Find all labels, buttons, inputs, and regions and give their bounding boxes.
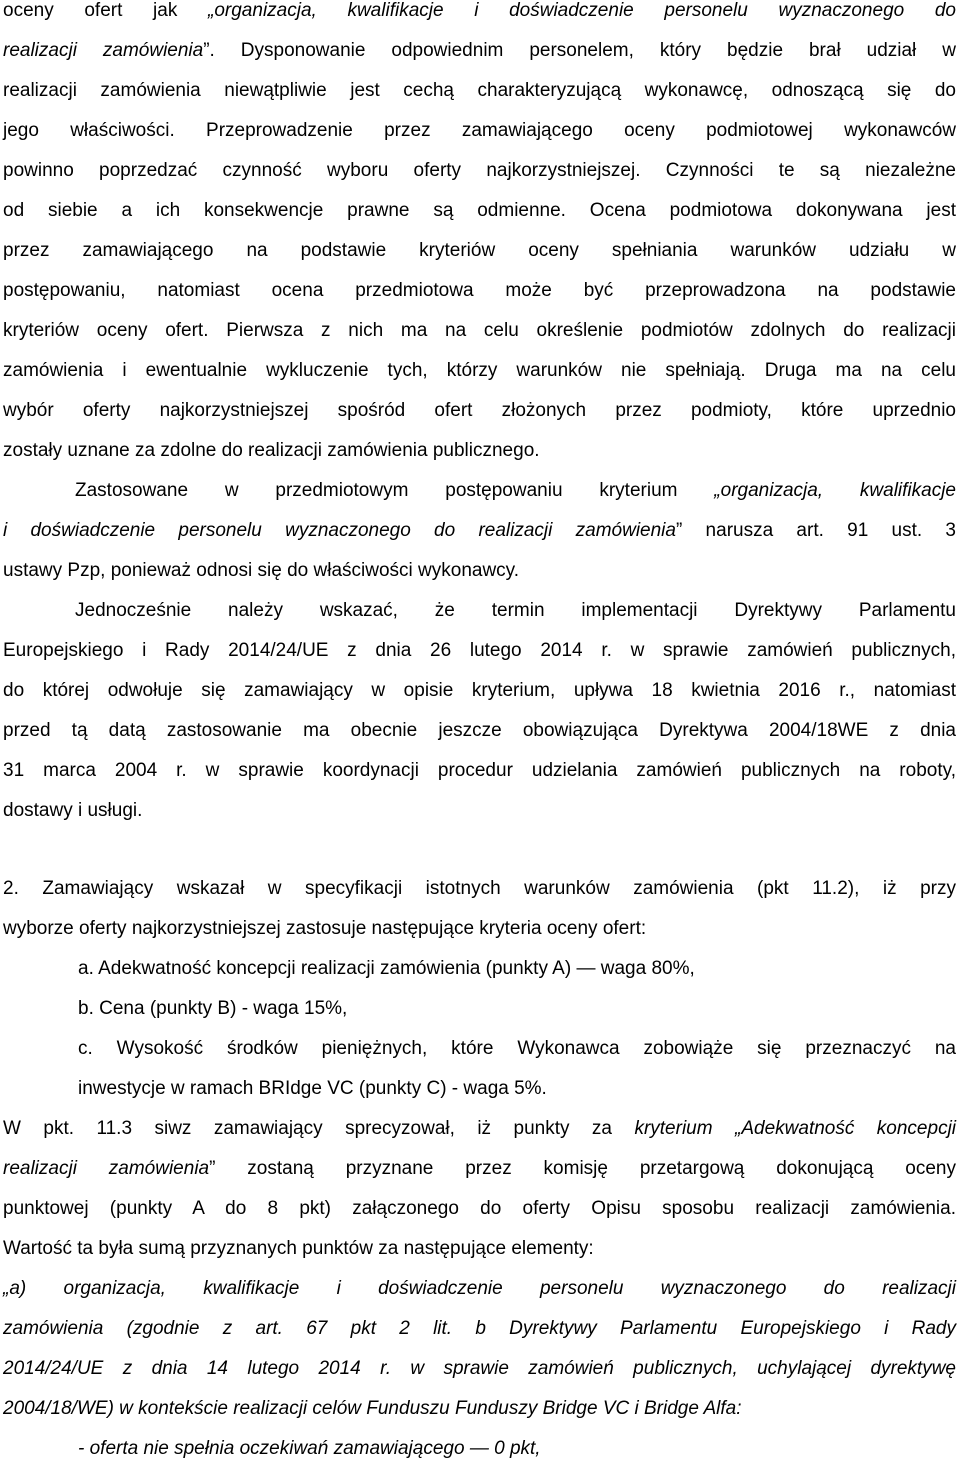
text-span: ” zostaną przyznane przez komisję przetargową dokonującą oceny: [209, 1158, 956, 1179]
text-line: postępowaniu, natomiast ocena przedmiotowa może być przeprowadzona na podstawie: [3, 280, 956, 301]
italic-span: 2004/18/WE) w kontekście realizacji celów Funduszu Funduszy Bridge VC i Bridge Alfa:: [3, 1398, 742, 1419]
italic-span: zamówienia (zgodnie z art. 67 pkt 2 lit. b Dyrektywy Parlamentu Europejskiego i Rady: [3, 1318, 956, 1339]
text-line: punktowej (punkty A do 8 pkt) załączonego do oferty Opisu sposobu realizacji zamówienia.: [3, 1198, 956, 1219]
italic-span: realizacji zamówienia: [3, 40, 204, 61]
italic-span: „a) organizacja, kwalifikacje i doświadczenie personelu wyznaczonego do realizacji: [3, 1278, 956, 1299]
text-span: ” narusza art. 91 ust. 3: [675, 520, 956, 541]
text-line: ustawy Pzp, ponieważ odnosi się do właściwości wykonawcy.: [3, 560, 520, 581]
text-line: [3, 1358, 956, 1380]
text-line: przed tą datą zastosowanie ma obecnie jeszcze obowiązująca Dyrektywa 2004/18WE z dnia: [3, 720, 956, 741]
text-span: ”. Dysponowanie odpowiednim personelem, który będzie brał udział w: [203, 40, 956, 61]
text-span: oceny ofert jak: [3, 0, 209, 21]
italic-span: 2014/24/UE z dnia 14 lutego 2014 r. w sprawie zamówień publicznych, uchylającej dyrektywę: [3, 1358, 956, 1379]
text-line: [3, 1318, 956, 1340]
text-line: [78, 1438, 541, 1460]
text-line: realizacji zamówienia niewątpliwie jest cechą charakteryzującą wykonawcę, odnoszącą się do: [3, 80, 956, 101]
list-item: c. Wysokość środków pieniężnych, które Wykonawca zobowiąże się przeznaczyć na: [78, 1038, 956, 1059]
italic-span: „organizacja, kwalifikacje i doświadczenie personelu wyznaczonego do: [208, 0, 956, 21]
text-line: [3, 1398, 742, 1420]
text-line: wyborze oferty najkorzystniejszej zastosuje następujące kryteria oceny ofert:: [3, 918, 647, 939]
text-line: [3, 1118, 956, 1140]
text-line: dostawy i usługi.: [3, 800, 143, 821]
text-line: przez zamawiającego na podstawie kryteriów oceny spełniania warunków udziału w: [3, 240, 956, 261]
list-item: b. Cena (punkty B) - waga 15%,: [78, 998, 348, 1019]
text-line: [3, 1158, 956, 1180]
list-item: inwestycje w ramach BRIdge VC (punkty C) - waga 5%.: [78, 1078, 547, 1099]
text-line: 31 marca 2004 r. w sprawie koordynacji procedur udzielania zamówień publicznych na roboty,: [3, 760, 956, 781]
text-line: [3, 0, 956, 22]
text-line: powinno poprzedzać czynność wyboru oferty najkorzystniejszej. Czynności te są niezależne: [3, 160, 956, 181]
text-line: od siebie a ich konsekwencje prawne są odmienne. Ocena podmiotowa dokonywana jest: [3, 200, 956, 221]
text-line: [3, 1278, 956, 1300]
italic-span: realizacji zamówienia: [3, 1158, 210, 1179]
italic-span: - oferta nie spełnia oczekiwań zamawiającego — 0 pkt,: [78, 1438, 541, 1459]
text-line: zostały uznane za zdolne do realizacji zamówienia publicznego.: [3, 440, 540, 461]
text-line: Wartość ta była sumą przyznanych punktów za następujące elementy:: [3, 1238, 594, 1259]
italic-span: kryterium „Adekwatność koncepcji: [634, 1118, 957, 1139]
text-line: wybór oferty najkorzystniejszej spośród ofert złożonych przez podmioty, które uprzednio: [3, 400, 956, 421]
text-line: kryteriów oceny ofert. Pierwsza z nich ma na celu określenie podmiotów zdolnych do realizacji: [3, 320, 956, 341]
text-line: do której odwołuje się zamawiający w opisie kryterium, upływa 18 kwietnia 2016 r., natomiast: [3, 680, 956, 701]
italic-span: „organizacja, kwalifikacje: [714, 480, 956, 501]
list-item: a. Adekwatność koncepcji realizacji zamówienia (punkty A) — waga 80%,: [78, 958, 695, 979]
text-line: 2. Zamawiający wskazał w specyfikacji istotnych warunków zamówienia (pkt 11.2), iż przy: [3, 878, 956, 899]
text-line: jego właściwości. Przeprowadzenie przez zamawiającego oceny podmiotowej wykonawców: [3, 120, 956, 141]
text-line: [3, 520, 956, 542]
text-line: Jednocześnie należy wskazać, że termin implementacji Dyrektywy Parlamentu: [75, 600, 956, 621]
italic-span: i doświadczenie personelu wyznaczonego do realizacji zamówienia: [3, 520, 676, 541]
text-line: [75, 480, 956, 502]
text-line: [3, 40, 956, 62]
text-line: zamówienia i ewentualnie wykluczenie tych, którzy warunków nie spełniają. Druga ma na celu: [3, 360, 956, 381]
text-line: Europejskiego i Rady 2014/24/UE z dnia 26 lutego 2014 r. w sprawie zamówień publicznych,: [3, 640, 956, 661]
text-span: W pkt. 11.3 siwz zamawiający sprecyzował, iż punkty za: [3, 1118, 635, 1139]
text-span: Zastosowane w przedmiotowym postępowaniu kryterium: [75, 480, 715, 501]
